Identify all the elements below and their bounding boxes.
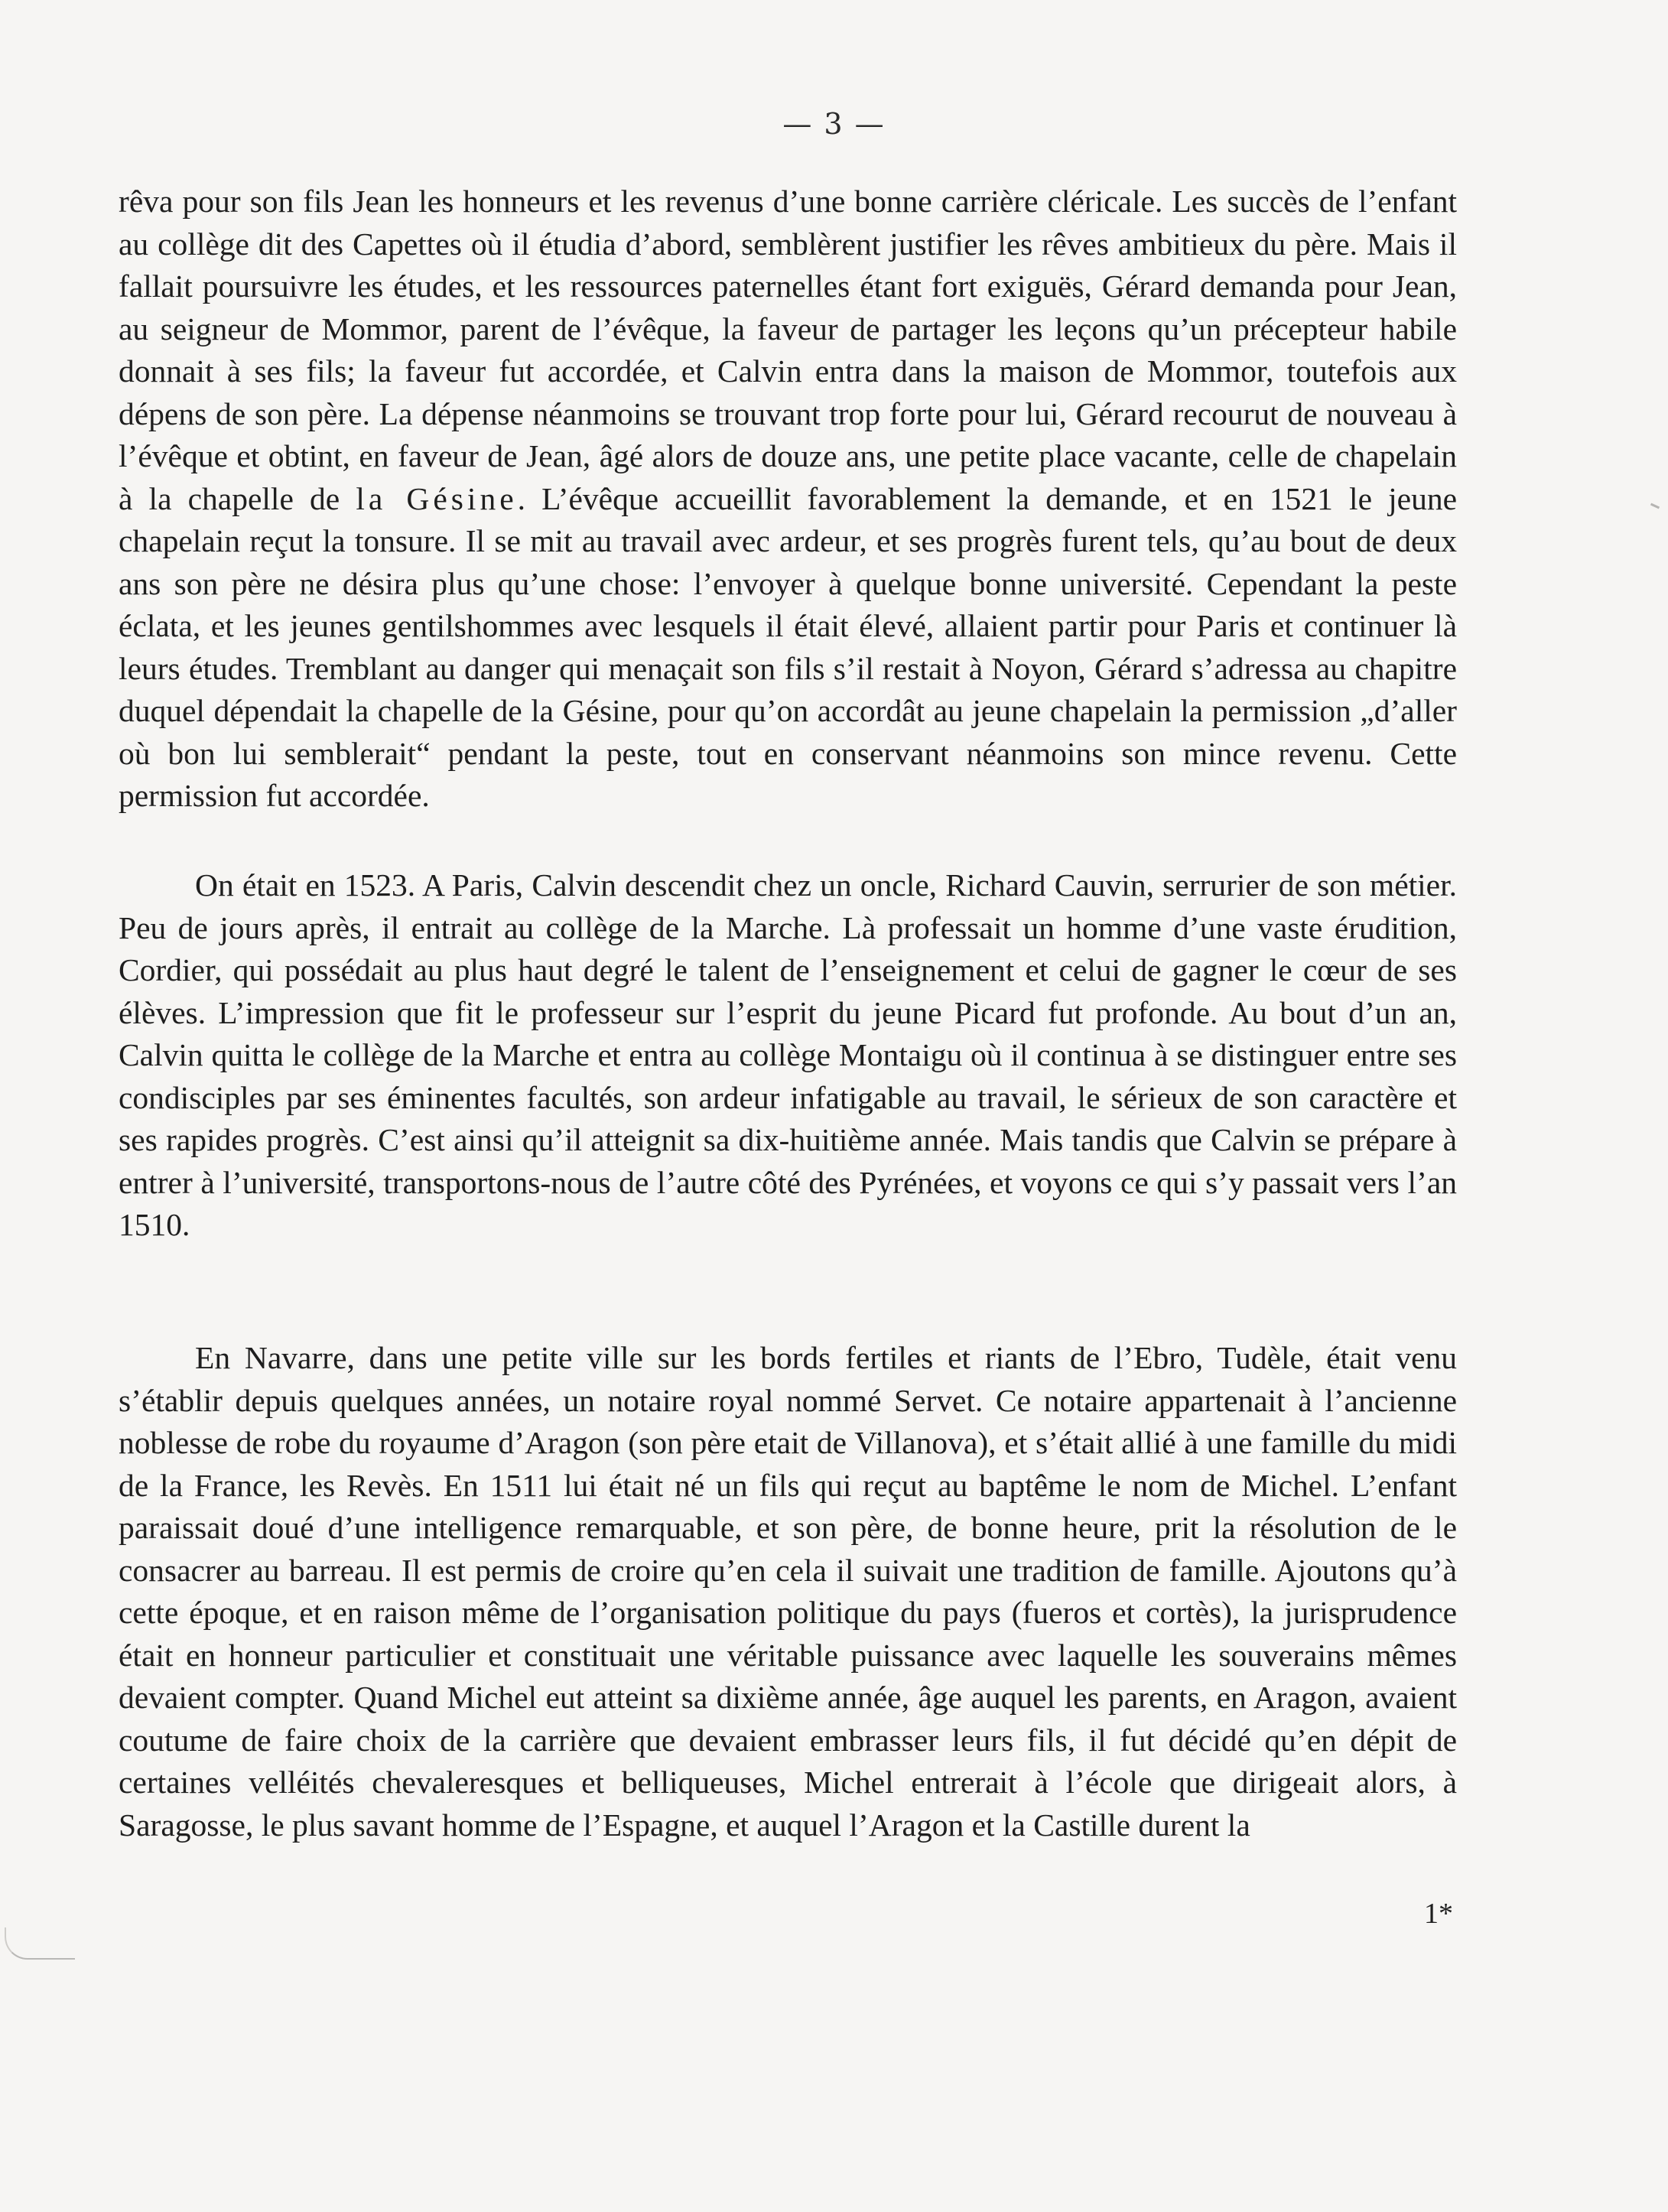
margin-scan-dash [1650, 503, 1660, 509]
paragraph-3-text: En Navarre, dans une petite ville sur les bords fertiles et riants de l’Ebro, Tudèle, était venu s’établir depuis quelques années, un notaire royal nommé Servet. Ce notaire appartenait à l’ancienne noblesse de robe du royaume d’Aragon (son père etait de Villanova), et s’était allié à une famille du midi de la France, les Revès. En 1511 lui était né un fils qui reçut au baptême le nom de Michel. L’enfant paraissait doué d’une intelligence remarquable, et son père, de bonne heure, prit la résolution de le consacrer au barreau. Il est permis de croire qu’en cela il suivait une tradition de famille. Ajoutons qu’à cette époque, et en raison même de l’organisation politique du pays (fueros et cortès), la jurisprudence était en honneur particulier et constituait une véritable puissance avec laquelle les souverains mêmes devaient compter. Quand Michel eut atteint sa dixième année, âge auquel les parents, en Aragon, avaient coutume de faire choix de la carrière que devaient embrasser leurs fils, il fut décidé qu’en dépit de certaines velléités chevaleresques et belliqueuses, Michel entrerait à l’école que dirigeait alors, à Saragosse, le plus savant homme de l’Espagne, et auquel l’Aragon et la Castille durent la [119, 1340, 1457, 1843]
paragraph-1-spaced-name: la Gésine [356, 480, 518, 516]
paragraph-2 [119, 864, 1457, 1247]
paragraph-1-text [119, 181, 1457, 818]
paragraph-3 [119, 1337, 1457, 1846]
paragraph-2-text: On était en 1523. A Paris, Calvin descendit chez un oncle, Richard Cauvin, serrurier de son métier. Peu de jours après, il entrait au collège de la Marche. Là professait un homme d’une vaste érudition, Cordier, qui possédait au plus haut degré le talent de l’enseignement et celui de gagner le cœur de ses élèves. L’impression que fit le professeur sur l’esprit du jeune Picard fut profonde. Au bout d’un an, Calvin quitta le collège de la Marche et entra au collège Montaigu où il continua à se distinguer entre ses condisciples par ses éminentes facultés, son ardeur infatigable au travail, le sérieux de son caractère et ses rapides progrès. C’est ainsi qu’il atteignit sa dix-huitième année. Mais tandis que Calvin se prépare à entrer à l’université, transportons-nous de l’autre côté des Pyrénées, et voyons ce qui s’y passait vers l’an 1510. [119, 867, 1457, 1242]
page-number: — 3 — [782, 107, 886, 141]
signature-mark: 1* [1424, 1898, 1453, 1930]
paragraph-1-part-b: . L’évêque accueillit favorablement la demande, et en 1521 le jeune chapelain reçut la tonsure. Il se mit au travail avec ardeur, et ses progrès furent tels, qu’au bout de deux ans son père ne désira plus qu’une chose: l’envoyer à quelque bonne université. Cependant la peste éclata, et les jeunes gentilshommes avec lesquels il était élevé, allaient partir pour Paris et continuer là leurs études. Tremblant au danger qui menaçait son fils s’il restait à Noyon, Gérard s’adressa au chapitre duquel dépendait la chapelle de la Gésine, pour qu’on accordât au jeune chapelain la permission „d’aller où bon lui semblerait“ pendant la peste, tout en conservant néanmoins son mince revenu. Cette permission fut accordée. [119, 480, 1457, 813]
paragraph-1 [119, 181, 1457, 818]
margin-scan-mark [5, 1927, 75, 1960]
paragraph-1-part-a: rêva pour son fils Jean les honneurs et les revenus d’une bonne carrière cléricale. Les succès de l’enfant au collège dit des Capettes où il étudia d’abord, semblèrent justifier les rêves ambitieux du père. Mais il fallait poursuivre les études, et les ressources paternelles étant fort exiguës, Gérard demanda pour Jean, au seigneur de Mommor, parent de l’évêque, la faveur de partager les leçons qu’un précepteur habile donnait à ses fils; la faveur fut accordée, et Calvin entra dans la maison de Mommor, toutefois aux dépens de son père. La dépense néanmoins se trouvant trop forte pour lui, Gérard recourut de nouveau à l’évêque et obtint, en faveur de Jean, âgé alors de douze ans, une petite place vacante, celle de chapelain à la chapelle de [119, 184, 1457, 516]
